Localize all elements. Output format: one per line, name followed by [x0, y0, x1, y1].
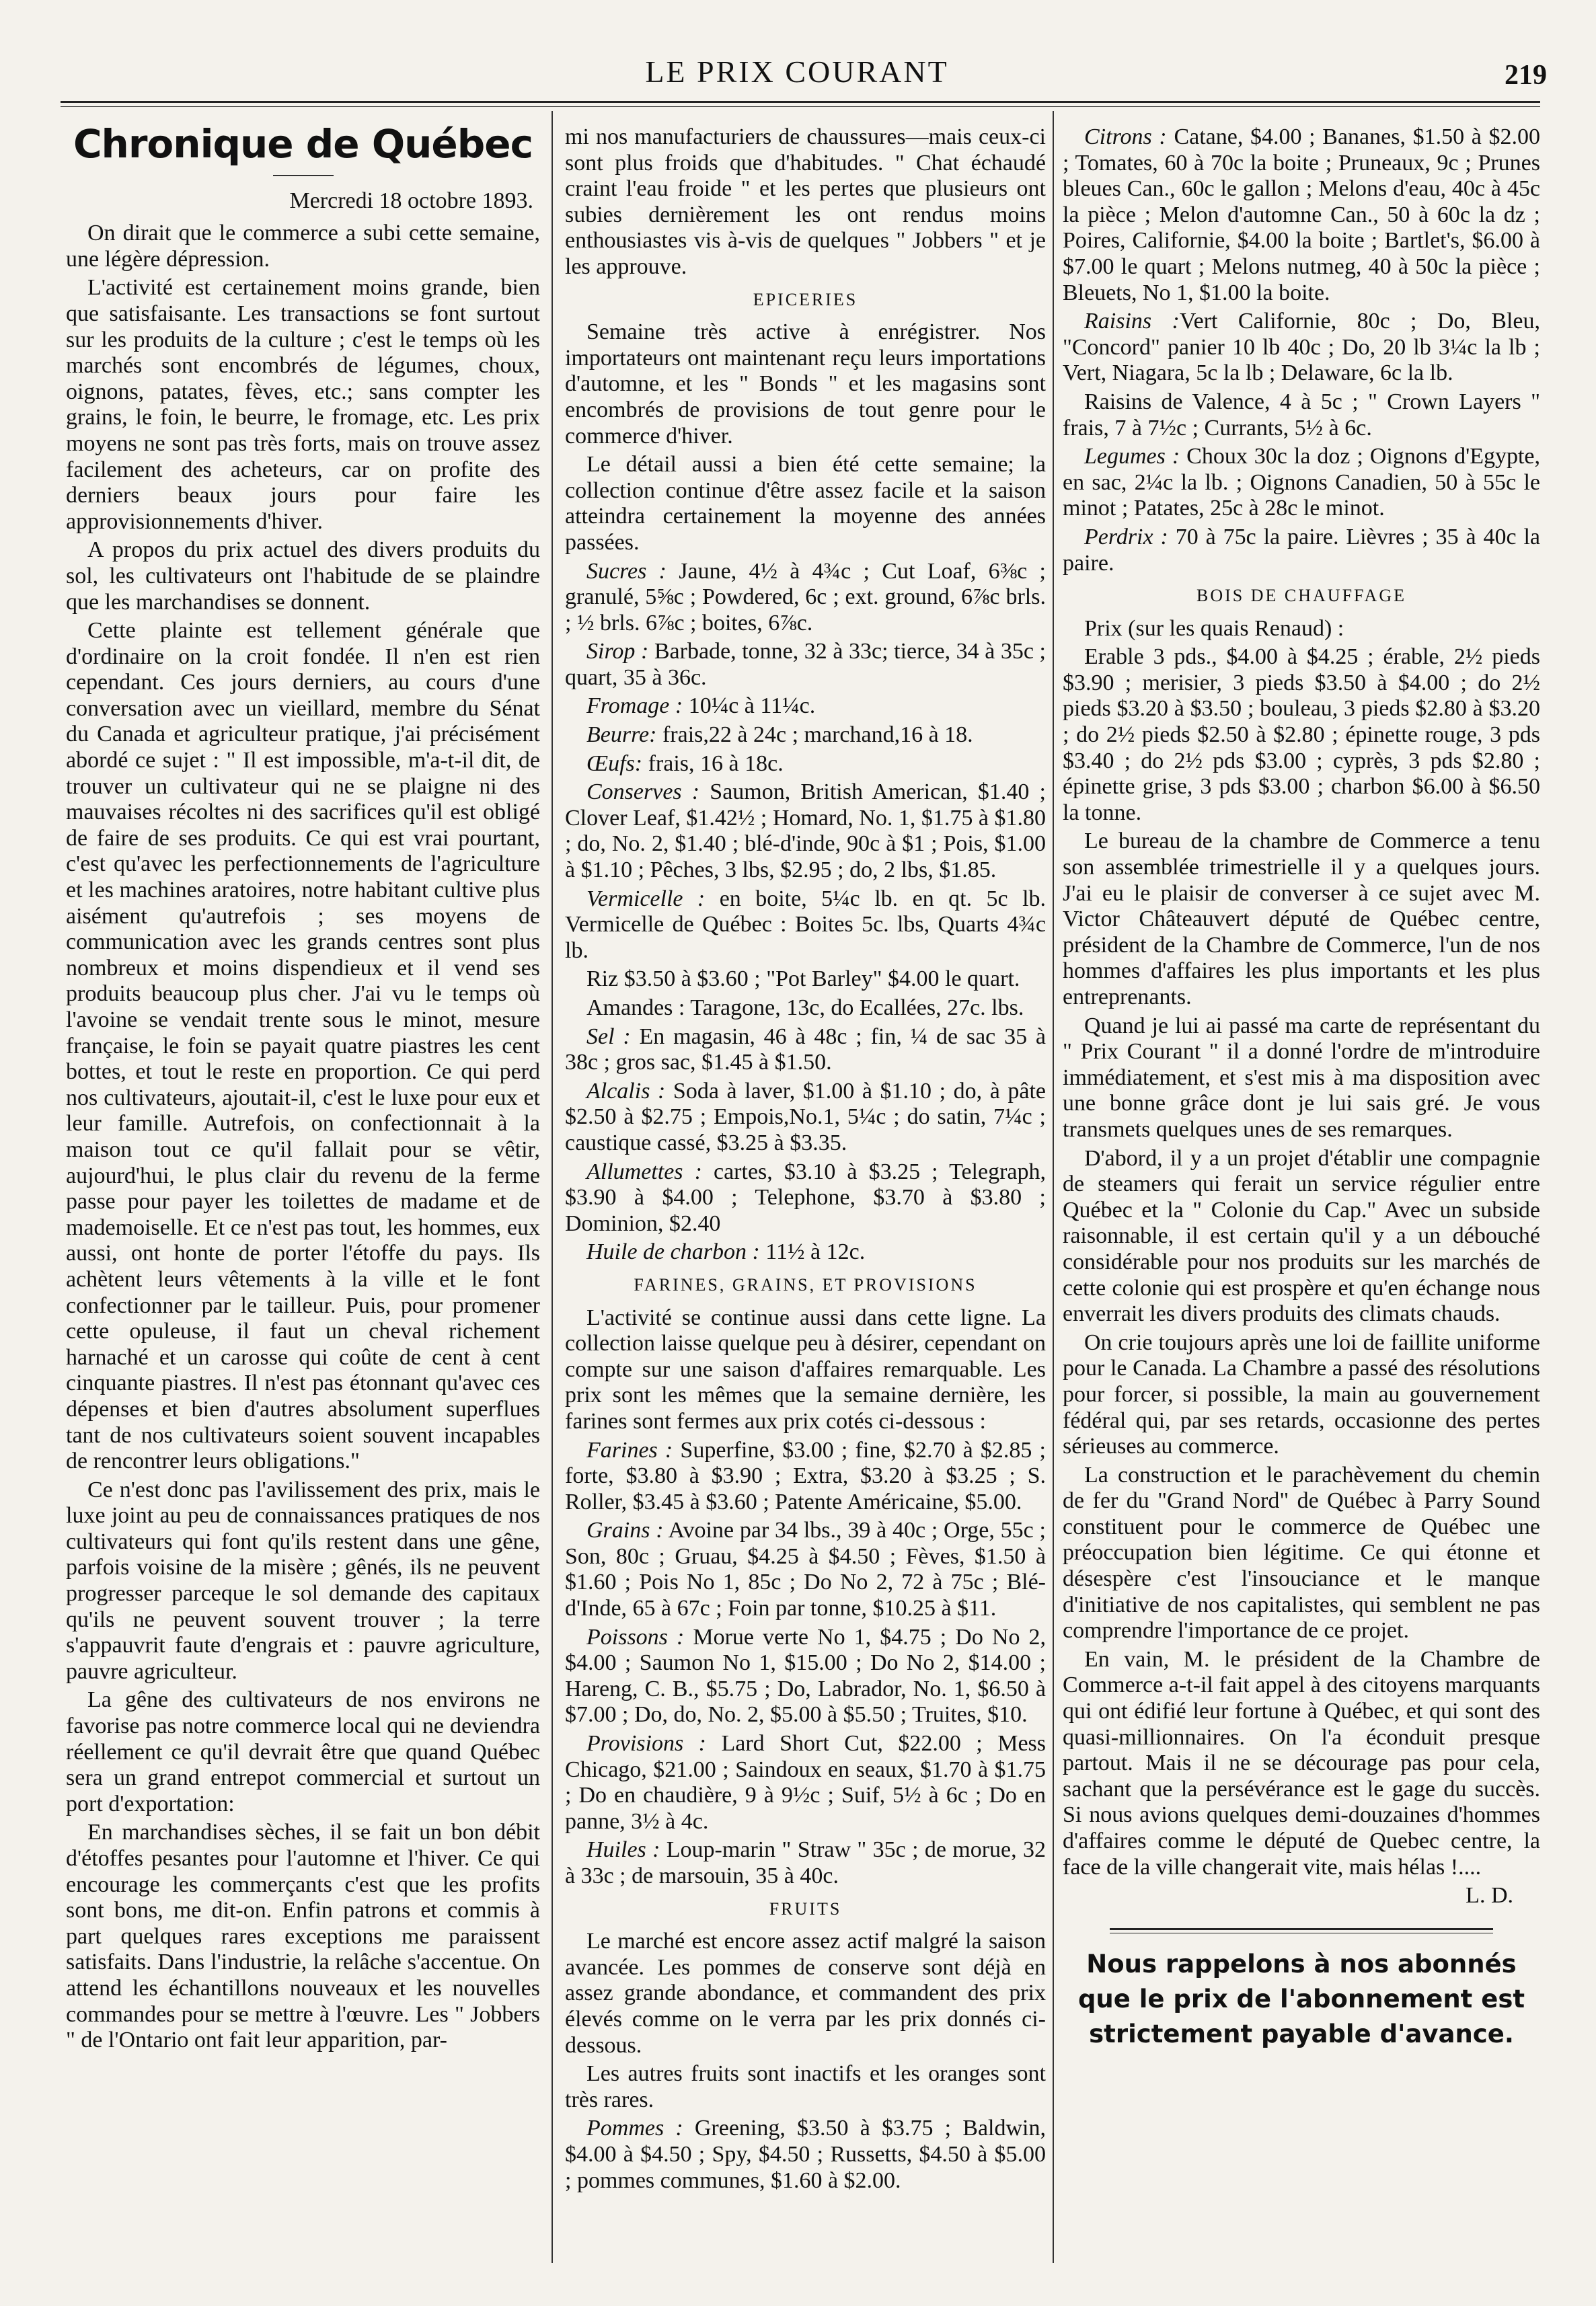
- price-text: en boite, 5¼c lb. en qt. 5c lb. Vermicelle de Québec : Boites 5c. lbs, Quarts 4¾c lb.: [565, 886, 1046, 963]
- price-label: Huiles :: [586, 1837, 660, 1863]
- column-3: [1063, 124, 1540, 2283]
- price-text: Loup-marin " Straw " 35c ; de morue, 32 à 33c ; de marsouin, 35 à 40c.: [565, 1837, 1046, 1888]
- price-text: Superfine, $3.00 ; fine, $2.70 à $2.85 ; forte, $3.80 à $3.90 ; Extra, $3.20 à $3.25 ; S. Roller, $3.45 à $3.60 ; Patente Américaine, $5.00.: [565, 1437, 1046, 1514]
- price-text: En magasin, 46 à 48c ; fin, ¼ de sac 35 à 38c ; gros sac, $1.45 à $1.50.: [565, 1024, 1046, 1075]
- notice-rule: [1110, 1928, 1493, 1933]
- price-item: [565, 779, 1046, 883]
- column-divider-1: [552, 111, 553, 2263]
- price-text: Soda à laver, $1.00 à $1.10 ; do, à pâte $2.50 à $2.75 ; Empois,No.1, 5¼c ; do satin, 7¼c ; caustique cassé, $3.25 à $3.35.: [565, 1078, 1046, 1155]
- paragraph: On dirait que le commerce a subi cette semaine, une légère dépression.: [66, 221, 540, 272]
- subscription-notice: Nous rappelons à nos abonnés que le prix de l'abonnement est strictement payable d'avance.: [1077, 1949, 1525, 2048]
- price-item: [1063, 124, 1540, 306]
- price-item: [565, 2116, 1046, 2194]
- paragraph: Les autres fruits sont inactifs et les oranges sont très rares.: [565, 2061, 1046, 2112]
- price-text: Morue verte No 1, $4.75 ; Do No 2, $4.00 ; Saumon No 1, $15.00 ; Do No 2, $14.00 ; Hareng, C. B., $5.75 ; Do, Labrador, No. 1, $6.50 à $7.00 ; Do, do, No. 2, $5.00 à $5.50 ; Truites, $10.: [565, 1624, 1046, 1728]
- paragraph: mi nos manufacturiers de chaussures—mais ceux-ci sont plus froids que d'habitudes. " Chat échaudé craint l'eau froide " et les pertes que plusieurs ont subies dernièrement les ont rendus moins enthousiastes vis à-vis de quelques " Jobbers " et je les approuve.: [565, 124, 1046, 279]
- running-title: LE PRIX COURANT: [645, 54, 949, 89]
- price-label: Sucres :: [586, 558, 667, 584]
- price-item: [565, 1024, 1046, 1076]
- price-text: 11½ à 12c.: [765, 1239, 866, 1265]
- price-item: [1063, 309, 1540, 387]
- paragraph: Ce n'est donc pas l'avilissement des prix, mais le luxe joint au peu de connaissances pratiques de nos cultivateurs qui font qu'ils restent dans une gêne, parfois voisine de la misère ; gênés, ils ne peuvent progresser parceque le sol demande des capitaux qu'ils ne peuvent souvent trouver ; la terre s'appauvrit faute d'engrais et : pauvre agriculture, pauvre agriculteur.: [66, 1477, 540, 1684]
- price-item: [565, 751, 1046, 777]
- price-label: Beurre:: [586, 722, 657, 748]
- header-rule: [61, 101, 1540, 103]
- paragraph: En marchandises sèches, il se fait un bon débit d'étoffes pesantes pour l'automne et l'hiver. Ce qui encourage les commerçants c'est que les profits sont bons, me dit-on. Enfin patrons et commis à part quelques rares exceptions me paraissent satisfaits. Dans l'industrie, la relâche s'accentue. On attend les échantillons nouveaux et les nouvelles commandes pour se mettre à l'œuvre. Les " Jobbers " de l'Ontario ont fait leur apparition, par-: [66, 1820, 540, 2053]
- price-item: [1063, 525, 1540, 576]
- price-label: Vermicelle :: [586, 886, 706, 911]
- paragraph: L'activité est certainement moins grande, bien que satisfaisante. Les transactions se font surtout sur les produits de la culture ; c'est le temps où les marchés sont encombrés de légumes, choux, oignons, patates, fèves, etc.; sans compter les grains, le foin, le beurre, le fromage, etc. Les prix moyens ne sont pas très forts, mais on trouve assez facilement des acheteurs, car on profite des derniers beaux jours pour faire les approvisionnements d'hiver.: [66, 275, 540, 534]
- price-text: Barbade, tonne, 32 à 33c; tierce, 34 à 35c ; quart, 35 à 36c.: [565, 639, 1046, 690]
- price-label: Farines :: [586, 1437, 673, 1463]
- price-label: Provisions :: [586, 1731, 706, 1757]
- price-text: Greening, $3.50 à $3.75 ; Baldwin, $4.00 à $4.50 ; Spy, $4.50 ; Russetts, $4.50 à $5.00 ; pommes communes, $1.60 à $2.00.: [565, 2116, 1046, 2193]
- price-label: Pommes :: [586, 2116, 683, 2141]
- price-item: [565, 1159, 1046, 1237]
- page-number: 219: [1505, 60, 1547, 91]
- section-heading-bois: BOIS DE CHAUFFAGE: [1196, 586, 1406, 606]
- paragraph: Le marché est encore assez actif malgré la saison avancée. Les pommes de conserve sont déjà en assez grande abondance, et commandent des prix élevés comme on le verra par les prix donnés ci-dessous.: [565, 1929, 1046, 2058]
- paragraph: Le bureau de la chambre de Commerce a tenu son assemblée trimestrielle il y a quelques jours. J'ai eu le plaisir de converser à ce sujet avec M. Victor Châteauvert député de Québec centre, président de la Chambre de Commerce, l'un de nos hommes d'affaires les plus importants et les plus entreprenants.: [1063, 829, 1540, 1009]
- price-item: [565, 559, 1046, 637]
- price-text: Choux 30c la doz ; Oignons d'Egypte, en sac, 2¼c la lb. ; Oignons Canadien, 50 à 55c le minot ; Patates, 25c à 28c le minot.: [1063, 444, 1540, 521]
- column-1: [66, 124, 540, 2283]
- price-text: frais, 16 à 18c.: [648, 751, 784, 776]
- price-label: Citrons :: [1084, 124, 1167, 149]
- price-item: [565, 722, 1046, 748]
- paragraph: Prix (sur les quais Renaud) :: [1084, 615, 1344, 641]
- price-item: [565, 1239, 1046, 1266]
- price-item: [565, 693, 1046, 720]
- article-title: Chronique de Québec: [73, 124, 533, 167]
- price-item: [565, 1079, 1046, 1157]
- price-text: Catane, $4.00 ; Bananes, $1.50 à $2.00 ; Tomates, 60 à 70c la boite ; Pruneaux, 9c ; Prunes bleues Can., 60c le gallon ; Melons d'eau, 40c à 45c la pièce ; Melon d'automne Can., 50 à 60c la dz ; Poires, Californie, $4.00 la boite ; Bartlet's, $6.00 à $7.00 le quart ; Melons nutmeg, 40 à 50c la pièce ; Bleuets, No 1, $1.00 la boite.: [1063, 124, 1540, 305]
- price-label: Allumettes :: [586, 1159, 702, 1184]
- price-text: Lard Short Cut, $22.00 ; Mess Chicago, $21.00 ; Saindoux en seaux, $1.70 à $1.75 ; Do en chaudière, 9 à 9½c ; Suif, 5½ à 6c ; Do en panne, 3½ à 4c.: [565, 1731, 1046, 1834]
- price-item: [565, 1625, 1046, 1728]
- paragraph: On crie toujours après une loi de faillite uniforme pour le Canada. La Chambre a passé des résolutions pour forcer, si possible, la main au gouvernement fédéral qui, par ses retards, occasionne des pertes sérieuses au commerce.: [1063, 1330, 1540, 1459]
- price-text: 10¼c à 11¼c.: [688, 693, 816, 719]
- header-rule-thin: [61, 106, 1540, 107]
- price-text: Raisins de Valence, 4 à 5c ; " Crown Layers " frais, 7 à 7½c ; Currants, 5½ à 6c.: [1063, 389, 1540, 440]
- price-label: Perdrix :: [1084, 524, 1168, 549]
- price-label: Alcalis :: [586, 1078, 666, 1104]
- paragraph: La construction et le parachèvement du chemin de fer du "Grand Nord" de Québec à Parry Sound constituent pour le commerce de Québec une préoccupation bien légitime. Ce qui étonne et désespère c'est l'insouciance et le manque d'initiative de nos capitalistes, qui semblent ne pas comprendre l'importance de ce projet.: [1063, 1462, 1540, 1644]
- price-text: 70 à 75c la paire. Lièvres ; 35 à 40c la paire.: [1063, 524, 1540, 576]
- price-item: [565, 1837, 1046, 1889]
- section-heading-epiceries: EPICERIES: [753, 289, 858, 309]
- price-label: Sirop :: [586, 639, 649, 664]
- price-text: Vert Californie, 80c ; Do, Bleu, "Concord" panier 10 lb 40c ; Do, 20 lb 3¼c la lb ; Vert, Niagara, 5c la lb ; Delaware, 6c la lb.: [1063, 309, 1540, 386]
- price-label: Sel :: [586, 1024, 631, 1049]
- paragraph: Erable 3 pds., $4.00 à $4.25 ; érable, 2½ pieds $3.90 ; merisier, 3 pieds $3.50 à $4.00 ; do 2½ pieds $3.20 à $3.50 ; bouleau, 3 pieds $2.80 à $3.20 ; do 2½ pieds $2.50 à $2.80 ; épinette rouge, 3 pds $3.40 ; do 2½ pds $3.00 ; cyprès, 3 pds $2.80 ; épinette grise, 3 pds $3.00 ; charbon $6.00 à $6.50 la tonne.: [1063, 644, 1540, 825]
- paragraph: A propos du prix actuel des divers produits du sol, les cultivateurs ont l'habitude de se plaindre que les marchandises se donnent.: [66, 537, 540, 615]
- column-2: [565, 124, 1046, 2283]
- price-item: [565, 1731, 1046, 1835]
- price-text: frais,22 à 24c ; marchand,16 à 18.: [662, 722, 973, 748]
- price-text: Amandes : Taragone, 13c, do Ecallées, 27c. lbs.: [586, 995, 1024, 1020]
- paragraph: D'abord, il y a un projet d'établir une compagnie de steamers qui ferait un service régulier entre Québec et la " Colonie du Cap." Avec un subside raisonnable, il est certain qu'il y a un débouché considérable pour nos produits sur les marchés de cette colonie qui est prospère et qu'en échange nous enverrait les divers produits des climats chauds.: [1063, 1145, 1540, 1327]
- price-text: Jaune, 4½ à 4¾c ; Cut Loaf, 6⅜c ; granulé, 5⅝c ; Powdered, 6c ; ext. ground, 6⅞c brls. ; ½ brls. 6⅞c ; boites, 6⅞c.: [565, 558, 1046, 636]
- price-label: Raisins :: [1084, 309, 1180, 334]
- price-label: Huile de charbon :: [586, 1239, 760, 1265]
- price-item: [565, 639, 1046, 691]
- price-item: [565, 1518, 1046, 1621]
- price-label: Poissons :: [586, 1624, 685, 1650]
- price-item: [1063, 389, 1540, 441]
- price-item: [565, 886, 1046, 964]
- paragraph: Le détail aussi a bien été cette semaine; la collection continue d'être assez facile et la saison atteindra certainement la moyenne des années passées.: [565, 452, 1046, 555]
- column-divider-2: [1053, 111, 1054, 2263]
- price-label: Conserves :: [586, 779, 700, 805]
- paragraph: Quand je lui ai passé ma carte de représentant du " Prix Courant " il a donné l'ordre de m'introduire immédiatement, et s'est mis à ma disposition avec une bonne grâce dont je lui sais gré. Je vous transmets quelques unes de ses remarques.: [1063, 1013, 1540, 1142]
- paragraph: La gêne des cultivateurs de nos environs ne favorise pas notre commerce local qui ne deviendra réellement ce qu'il devrait être que quand Québec sera un grand entrepot commercial et surtout un port d'exportation:: [66, 1687, 540, 1816]
- page-header: [47, 47, 1547, 101]
- paragraph: Semaine très active à enrégistrer. Nos importateurs ont maintenant reçu leurs importations d'automne, et les " Bonds " et les magasins sont encombrés de provisions de tout genre pour le commerce d'hiver.: [565, 319, 1046, 449]
- section-heading-fruits: FRUITS: [769, 1898, 842, 1919]
- price-label: Fromage :: [586, 693, 683, 719]
- price-text: cartes, $3.10 à $3.25 ; Telegraph, $3.90 à $4.00 ; Telephone, $3.70 à $3.80 ; Dominion, $2.40: [565, 1159, 1046, 1236]
- price-item: [565, 1438, 1046, 1516]
- price-text: Avoine par 34 lbs., 39 à 40c ; Orge, 55c ; Son, 80c ; Gruau, $4.25 à $4.50 ; Fèves, $1.50 à $1.60 ; Pois No 1, 85c ; Do No 2, 72 à 75c ; Blé-d'Inde, 65 à 67c ; Foin par tonne, $10.25 à $11.: [565, 1518, 1046, 1621]
- price-text: Saumon, British American, $1.40 ; Clover Leaf, $1.42½ ; Homard, No. 1, $1.75 à $1.80 ; do, No. 2, $1.40 ; blé-d'inde, 90c à $1 ; Pois, $1.00 à $1.10 ; Pêches, 3 lbs, $2.95 ; do, 2 lbs, $1.85.: [565, 779, 1046, 883]
- paragraph: En vain, M. le président de la Chambre de Commerce a-t-il fait appel à des citoyens marquants qui ont édifié leur fortune à Québec, et qui sont des quasi-millionnaires. On l'a éconduit presque partout. Mais il ne se décourage pas pour cela, sachant que la persévérance est le gage du succès. Si nous avions quelques demi-douzaines d'hommes d'affaires comme le député de Quebec centre, la face de la ville changerait vite, mais hélas !....: [1063, 1646, 1540, 1880]
- price-text: Riz $3.50 à $3.60 ; "Pot Barley" $4.00 le quart.: [586, 966, 1020, 992]
- paragraph: L'activité se continue aussi dans cette ligne. La collection laisse quelque peu à désirer, cependant on compte sur une saison d'affaires remarquable. Les prix sont les mêmes que la semaine dernière, les farines sont fermes aux prix cotés ci-dessous :: [565, 1305, 1046, 1434]
- price-label: Œufs:: [586, 751, 643, 776]
- price-label: Grains :: [586, 1518, 664, 1543]
- price-label: Legumes :: [1084, 444, 1180, 469]
- signature: L. D.: [1466, 1883, 1513, 1909]
- price-item: [565, 995, 1046, 1022]
- price-item: [565, 966, 1046, 993]
- dateline: Mercredi 18 octobre 1893.: [289, 188, 533, 213]
- section-heading-farines: FARINES, GRAINS, ET PROVISIONS: [634, 1274, 977, 1295]
- title-rule: [273, 175, 334, 176]
- price-item: [1063, 444, 1540, 522]
- paragraph: Cette plainte est tellement générale que d'ordinaire on la croit fondée. Il n'en est rien cependant. Ces jours derniers, au cours d'une conversation avec un vieillard, membre du Sénat du Canada et agriculteur pratique, j'ai précisément abordé ce sujet : " Il est impossible, m'a-t-il dit, de trouver un cultivateur qui ne se plaigne ni des mauvaises récoltes ni des sacrifices qu'il est obligé de faire de ses produits. Ce qui est vrai pourtant, c'est qu'avec les perfectionnements de l'agriculture et les machines aratoires, notre habitant cultive plus aisément qu'autrefois ; ses moyens de communication avec les grands centres sont plus nombreux et moins dispendieux et il vend ses produits beaucoup plus cher. J'ai vu le temps où l'avoine se vendait trente sous le minot, mesure française, le foin se payait quatre piastres les cent bottes, et tout le reste en proportion. Ce qui perd nos cultivateurs, ajoutait-il, c'est le luxe pour eux et leur famille. Autrefois, on confectionnait à la maison tout ce qu'il fallait pour se vêtir, aujourd'hui, le plus clair du revenu de la ferme passe pour payer les toilettes de madame et de mademoiselle. Et ce n'est pas tout, les hommes, eux aussi, ont honte de porter l'étoffe du pays. Ils achètent leurs vêtements à la ville et le font confectionner par le tailleur. Puis, pour promener cette opuleuse, il faut un cheval richement harnaché et un carosse qui coûte de cent à cent cinquante piastres. Il n'est pas étonnant qu'avec ces dépenses et bien d'autres absolument superflues tant de nos cultivateurs soient souvent incapables de rencontrer leurs obligations.": [66, 618, 540, 1474]
